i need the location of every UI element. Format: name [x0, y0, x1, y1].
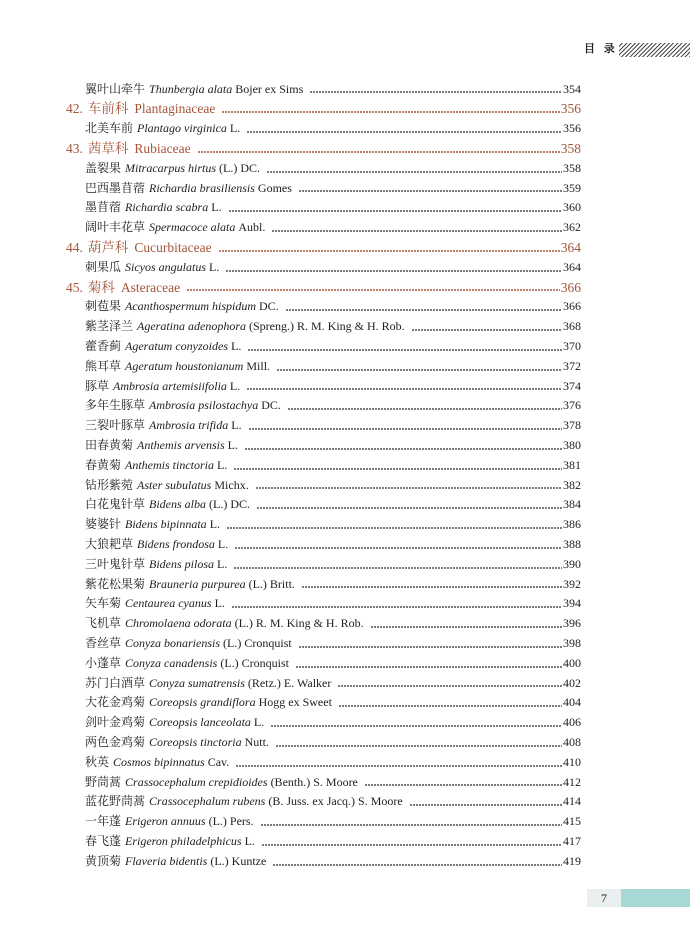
- dot-leader: [227, 527, 562, 529]
- page-number: 390: [563, 556, 581, 571]
- species-author: (Benth.) S. Moore: [270, 774, 358, 789]
- species-scientific-name: Chromolaena odorata: [125, 616, 232, 631]
- page-number: 378: [563, 418, 581, 433]
- entry-label: [85, 80, 303, 100]
- entry-label: [85, 159, 260, 179]
- entry-label: [85, 713, 264, 733]
- entry-label: [85, 179, 292, 199]
- species-chinese-name: 巴西墨苜蓿: [85, 180, 146, 195]
- species-scientific-name: Erigeron philadelphicus: [125, 833, 242, 848]
- family-number: 45.: [66, 279, 83, 295]
- species-scientific-name: Ageratina adenophora: [137, 319, 247, 334]
- dot-leader: [248, 349, 562, 351]
- species-chinese-name: 田春黄菊: [85, 437, 134, 452]
- species-chinese-name: 一年蓬: [85, 814, 122, 829]
- toc-entry: [85, 693, 581, 713]
- species-chinese-name: 大花金鸡菊: [85, 695, 146, 710]
- species-scientific-name: Coreopsis grandiflora: [149, 695, 256, 710]
- species-author: L.: [217, 457, 228, 472]
- page-number: 356: [563, 121, 581, 136]
- page-number: 368: [563, 319, 581, 334]
- toc-entry: [85, 218, 581, 238]
- page-number: 376: [563, 398, 581, 413]
- species-scientific-name: Crassocephalum rubens: [149, 794, 266, 809]
- species-author: Aubl.: [238, 220, 266, 235]
- toc-entry: [85, 317, 581, 337]
- dot-leader: [296, 666, 562, 668]
- species-chinese-name: 紫花松果菊: [85, 576, 146, 591]
- page-number: 366: [560, 279, 581, 295]
- dot-leader: [256, 487, 562, 489]
- dot-leader: [286, 309, 562, 311]
- page-number: 374: [563, 378, 581, 393]
- entry-label: [85, 198, 222, 218]
- species-author: Bojer ex Sims: [235, 81, 304, 96]
- species-chinese-name: 春黄菊: [85, 457, 122, 472]
- species-author: L.: [209, 259, 220, 274]
- page-number: 360: [563, 200, 581, 215]
- dot-leader: [222, 111, 559, 113]
- species-chinese-name: 三叶鬼针草: [85, 556, 146, 571]
- entry-label: [85, 456, 227, 476]
- entry-label: [85, 515, 220, 535]
- entry-label: [85, 495, 250, 515]
- entry-label: [85, 654, 289, 674]
- species-author: (L.) Kuntze: [210, 853, 267, 868]
- family-latin-name: Asteraceae: [120, 279, 181, 295]
- species-author: L.: [229, 121, 241, 136]
- dot-leader: [371, 626, 562, 628]
- species-author: (L.) DC.: [219, 160, 261, 175]
- species-scientific-name: Richardia scabra: [125, 200, 209, 215]
- species-chinese-name: 盖裂果: [85, 160, 122, 175]
- entry-label: [85, 693, 332, 713]
- species-author: (B. Juss. ex Jacq.) S. Moore: [268, 794, 403, 809]
- species-scientific-name: Cosmos bipinnatus: [113, 754, 205, 769]
- species-scientific-name: Sicyos angulatus: [125, 259, 207, 274]
- page-number: 388: [563, 536, 581, 551]
- species-chinese-name: 熊耳草: [85, 358, 122, 373]
- species-scientific-name: Plantago virginica: [137, 121, 227, 136]
- toc-entry: [85, 495, 581, 515]
- species-scientific-name: Coreopsis tinctoria: [149, 734, 242, 749]
- dot-leader: [257, 507, 562, 509]
- dot-leader: [187, 289, 560, 291]
- species-chinese-name: 豚草: [85, 378, 110, 393]
- page-number: 354: [563, 81, 581, 96]
- dot-leader: [226, 270, 562, 272]
- page-number: 404: [563, 695, 581, 710]
- dot-leader: [235, 547, 562, 549]
- species-chinese-name: 飞机草: [85, 616, 122, 631]
- species-author: Mill.: [246, 358, 271, 373]
- entry-label: [85, 812, 254, 832]
- dot-leader: [234, 567, 562, 569]
- entry-label: [85, 594, 225, 614]
- page-number: 358: [563, 160, 581, 175]
- species-scientific-name: Ambrosia psilostachya: [149, 398, 259, 413]
- species-scientific-name: Brauneria purpurea: [149, 576, 246, 591]
- species-chinese-name: 钻形紫菀: [85, 477, 134, 492]
- toc-entry: [85, 674, 581, 694]
- page-number: 359: [563, 180, 581, 195]
- entry-label: [85, 614, 364, 634]
- species-scientific-name: Richardia brasiliensis: [149, 180, 255, 195]
- species-chinese-name: 秋英: [85, 754, 110, 769]
- dot-leader: [234, 468, 562, 470]
- page-number: 358: [560, 140, 581, 156]
- page-number: 366: [563, 299, 581, 314]
- species-scientific-name: Ambrosia artemisiifolia: [113, 378, 227, 393]
- page-number: 384: [563, 497, 581, 512]
- footer-accent-strip: [621, 889, 690, 907]
- species-author: Gomes: [257, 180, 292, 195]
- species-author: L.: [214, 596, 225, 611]
- species-scientific-name: Conyza canadensis: [125, 655, 218, 670]
- page-number: 356: [560, 101, 581, 117]
- entry-label: [85, 555, 227, 575]
- dot-leader: [232, 606, 562, 608]
- species-chinese-name: 野茼蒿: [85, 774, 122, 789]
- page-number: 394: [563, 596, 581, 611]
- dot-leader: [272, 230, 562, 232]
- page-number: 364: [563, 259, 581, 274]
- toc-entry: [85, 634, 581, 654]
- toc-entry: [85, 416, 581, 436]
- species-chinese-name: 小蓬草: [85, 655, 122, 670]
- toc-family-heading: [66, 99, 581, 119]
- family-number: 42.: [66, 101, 83, 117]
- species-scientific-name: Bidens pilosa: [149, 556, 215, 571]
- toc-entry: [85, 456, 581, 476]
- toc-entry: [85, 476, 581, 496]
- entry-label: [85, 119, 240, 139]
- species-scientific-name: Anthemis tinctoria: [125, 457, 215, 472]
- page-number: 364: [560, 239, 581, 255]
- dot-leader: [365, 784, 562, 786]
- dot-leader: [299, 646, 562, 648]
- running-header-title: 目 录: [584, 43, 618, 55]
- page-number: 419: [563, 853, 581, 868]
- page-number: 415: [563, 814, 581, 829]
- species-author: (L.) Britt.: [248, 576, 295, 591]
- entry-label: [66, 238, 212, 258]
- entry-label: [85, 436, 238, 456]
- toc-entry: [85, 773, 581, 793]
- family-latin-name: Plantaginaceae: [134, 101, 216, 117]
- dot-leader: [299, 190, 562, 192]
- species-author: (L.) Cronquist: [220, 655, 290, 670]
- species-scientific-name: Bidens frondosa: [137, 536, 215, 551]
- page-number: 392: [563, 576, 581, 591]
- entry-label: [85, 416, 242, 436]
- species-author: L.: [253, 715, 265, 730]
- dot-leader: [277, 369, 562, 371]
- toc-entry: [85, 654, 581, 674]
- dot-leader: [271, 725, 562, 727]
- entry-label: [85, 792, 403, 812]
- toc-entry: [85, 753, 581, 773]
- table-of-contents: [0, 80, 690, 872]
- species-scientific-name: Anthemis arvensis: [137, 437, 225, 452]
- entry-label: [85, 773, 358, 793]
- dot-leader: [247, 131, 562, 133]
- species-scientific-name: Conyza bonariensis: [125, 635, 221, 650]
- species-scientific-name: Conyza sumatrensis: [149, 675, 245, 690]
- species-scientific-name: Erigeron annuus: [125, 814, 206, 829]
- species-author: Michx.: [214, 477, 249, 492]
- species-scientific-name: Centaurea cyanus: [125, 596, 212, 611]
- species-chinese-name: 藿香蓟: [85, 338, 122, 353]
- dot-leader: [267, 171, 562, 173]
- entry-label: [85, 733, 269, 753]
- entry-label: [85, 297, 279, 317]
- page-number-footer: 7: [587, 889, 621, 907]
- species-scientific-name: Spermacoce alata: [149, 220, 236, 235]
- dot-leader: [273, 864, 562, 866]
- species-author: Cav.: [207, 754, 230, 769]
- entry-label: [66, 139, 191, 159]
- entry-label: [85, 337, 241, 357]
- dot-leader: [249, 428, 562, 430]
- page-number: 402: [563, 675, 581, 690]
- toc-family-heading: [66, 139, 581, 159]
- species-chinese-name: 刺果瓜: [85, 259, 122, 274]
- page-number: 381: [563, 457, 581, 472]
- species-chinese-name: 两色金鸡菊: [85, 734, 146, 749]
- species-author: Hogg ex Sweet: [258, 695, 332, 710]
- toc-entry: [85, 297, 581, 317]
- family-chinese-name: 茜草科: [87, 140, 129, 156]
- page-number: 372: [563, 358, 581, 373]
- species-author: (Retz.) E. Walker: [247, 675, 332, 690]
- toc-entry: [85, 377, 581, 397]
- toc-entry: [85, 357, 581, 377]
- dot-leader: [229, 210, 562, 212]
- dot-leader: [338, 685, 562, 687]
- species-scientific-name: Ageratum houstonianum: [125, 358, 244, 373]
- species-author: Nutt.: [244, 734, 269, 749]
- dot-leader: [302, 586, 562, 588]
- species-scientific-name: Bidens bipinnata: [125, 517, 207, 532]
- species-author: (L.) Pers.: [208, 814, 254, 829]
- entry-label: [85, 832, 255, 852]
- species-scientific-name: Thunbergia alata: [149, 81, 233, 96]
- species-author: L.: [229, 378, 241, 393]
- entry-label: [85, 396, 281, 416]
- entry-label: [85, 218, 265, 238]
- page-number: 380: [563, 437, 581, 452]
- species-chinese-name: 刺苞果: [85, 299, 122, 314]
- species-author: (L.) Cronquist: [223, 635, 292, 650]
- family-latin-name: Rubiaceae: [134, 140, 191, 156]
- header-hatch-decoration: [619, 43, 690, 57]
- species-scientific-name: Coreopsis lanceolata: [149, 715, 251, 730]
- toc-entry: [85, 733, 581, 753]
- species-chinese-name: 婆婆针: [85, 517, 122, 532]
- page-number: 417: [563, 833, 581, 848]
- page-number: 410: [563, 754, 581, 769]
- species-chinese-name: 紫茎泽兰: [85, 319, 134, 334]
- entry-label: [85, 476, 249, 496]
- entry-label: [85, 357, 270, 377]
- toc-entry: [85, 436, 581, 456]
- entry-label: [85, 674, 331, 694]
- entry-label: [85, 753, 229, 773]
- dot-leader: [410, 804, 562, 806]
- species-author: L.: [211, 200, 222, 215]
- family-chinese-name: 菊科: [87, 279, 115, 295]
- entry-label: [85, 634, 292, 654]
- species-chinese-name: 阔叶丰花草: [85, 220, 146, 235]
- species-scientific-name: Crassocephalum crepidioides: [125, 774, 268, 789]
- species-scientific-name: Acanthospermum hispidum: [125, 299, 257, 314]
- species-chinese-name: 多年生豚草: [85, 398, 146, 413]
- dot-leader: [245, 448, 562, 450]
- species-scientific-name: Ambrosia trifida: [149, 418, 229, 433]
- toc-entry: [85, 792, 581, 812]
- entry-label: [85, 852, 266, 872]
- toc-entry: [85, 515, 581, 535]
- entry-label: [85, 535, 228, 555]
- species-chinese-name: 大狼耙草: [85, 536, 134, 551]
- species-author: L.: [217, 536, 229, 551]
- entry-label: [85, 317, 405, 337]
- entry-label: [66, 99, 215, 119]
- toc-family-heading: [66, 238, 581, 258]
- species-author: L.: [217, 556, 228, 571]
- page-number: 386: [563, 517, 581, 532]
- species-chinese-name: 苏门白酒草: [85, 675, 146, 690]
- species-scientific-name: Ageratum conyzoides: [125, 338, 228, 353]
- toc-entry: [85, 337, 581, 357]
- dot-leader: [198, 151, 560, 153]
- species-author: L.: [227, 437, 239, 452]
- toc-entry: [85, 198, 581, 218]
- page-number: 398: [563, 635, 581, 650]
- family-chinese-name: 葫芦科: [87, 239, 129, 255]
- entry-label: [85, 258, 219, 278]
- dot-leader: [247, 388, 562, 390]
- page-number: 370: [563, 338, 581, 353]
- species-chinese-name: 白花鬼针草: [85, 497, 146, 512]
- page-number: 412: [563, 774, 581, 789]
- species-chinese-name: 北美车前: [85, 121, 134, 136]
- species-scientific-name: Flaveria bidentis: [125, 853, 208, 868]
- toc-entry: [85, 594, 581, 614]
- toc-entry: [85, 535, 581, 555]
- species-author: (L.) DC.: [209, 497, 251, 512]
- species-chinese-name: 矢车菊: [85, 596, 122, 611]
- page-number: 382: [563, 477, 581, 492]
- page-number: 396: [563, 616, 581, 631]
- page-number: 362: [563, 220, 581, 235]
- species-chinese-name: 三裂叶豚草: [85, 418, 146, 433]
- species-chinese-name: 蓝花野茼蒿: [85, 794, 146, 809]
- species-chinese-name: 翼叶山牵牛: [85, 81, 146, 96]
- dot-leader: [310, 91, 562, 93]
- entry-label: [85, 377, 240, 397]
- dot-leader: [412, 329, 562, 331]
- family-number: 43.: [66, 140, 83, 156]
- species-author: L.: [209, 517, 221, 532]
- dot-leader: [262, 844, 562, 846]
- dot-leader: [219, 250, 560, 252]
- dot-leader: [339, 705, 562, 707]
- dot-leader: [236, 765, 562, 767]
- species-author: DC.: [259, 299, 279, 314]
- species-chinese-name: 剑叶金鸡菊: [85, 715, 146, 730]
- toc-entry: [85, 258, 581, 278]
- entry-label: [66, 278, 180, 298]
- toc-entry: [85, 852, 581, 872]
- species-author: (L.) R. M. King & H. Rob.: [234, 616, 364, 631]
- dot-leader: [288, 408, 562, 410]
- species-scientific-name: Aster subulatus: [137, 477, 212, 492]
- dot-leader: [276, 745, 562, 747]
- toc-entry: [85, 159, 581, 179]
- dot-leader: [261, 824, 562, 826]
- species-author: DC.: [261, 398, 281, 413]
- toc-entry: [85, 812, 581, 832]
- species-chinese-name: 墨苜蓿: [85, 200, 122, 215]
- species-author: L.: [231, 418, 242, 433]
- toc-entry: [85, 575, 581, 595]
- entry-label: [85, 575, 295, 595]
- toc-entry: [85, 832, 581, 852]
- family-chinese-name: 车前科: [87, 101, 129, 117]
- family-latin-name: Cucurbitaceae: [134, 239, 212, 255]
- toc-family-heading: [66, 278, 581, 298]
- species-author: L.: [231, 338, 242, 353]
- toc-entry: [85, 555, 581, 575]
- species-scientific-name: Bidens alba: [149, 497, 207, 512]
- species-chinese-name: 黄顶菊: [85, 853, 122, 868]
- toc-entry: [85, 713, 581, 733]
- toc-entry: [85, 80, 581, 100]
- page-number: 408: [563, 734, 581, 749]
- family-number: 44.: [66, 239, 83, 255]
- species-author: L.: [244, 833, 255, 848]
- species-author: (Spreng.) R. M. King & H. Rob.: [249, 319, 405, 334]
- species-chinese-name: 春飞蓬: [85, 833, 122, 848]
- page-number: 414: [563, 794, 581, 809]
- toc-entry: [85, 396, 581, 416]
- species-scientific-name: Mitracarpus hirtus: [125, 160, 217, 175]
- page-number: 400: [563, 655, 581, 670]
- toc-entry: [85, 614, 581, 634]
- toc-entry: [85, 119, 581, 139]
- species-chinese-name: 香丝草: [85, 635, 122, 650]
- toc-entry: [85, 179, 581, 199]
- page-number: 406: [563, 715, 581, 730]
